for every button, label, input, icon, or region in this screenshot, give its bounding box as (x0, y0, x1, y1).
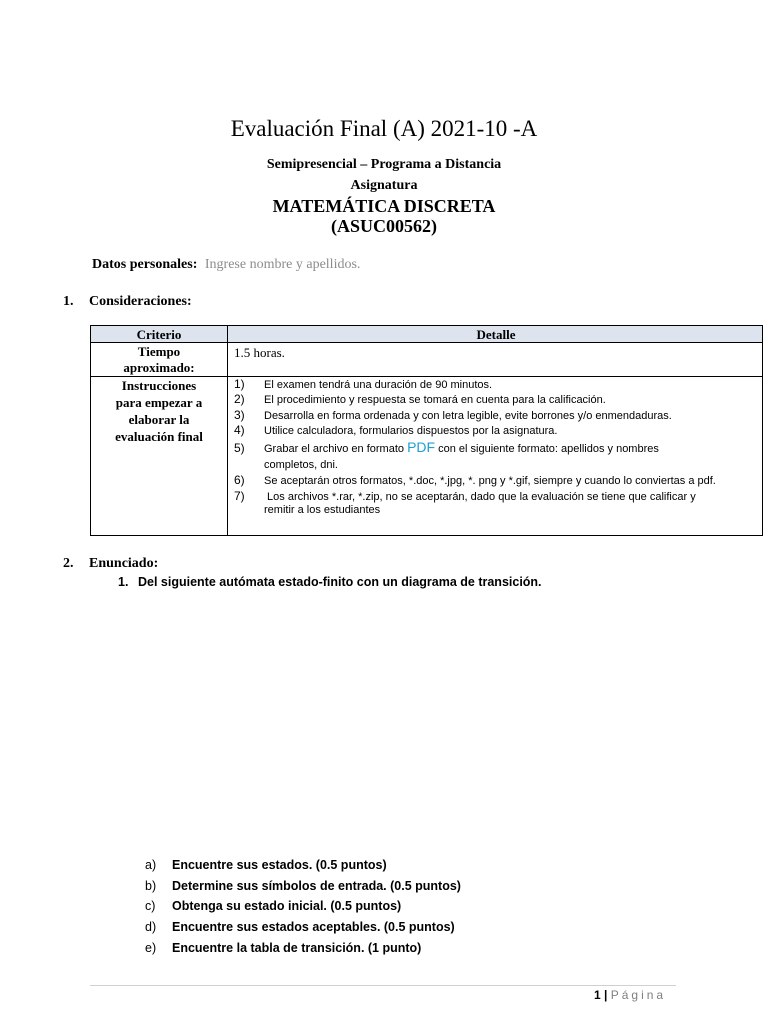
instruction-item (234, 377, 754, 392)
section-number: 1. (63, 294, 74, 309)
section-number: 2. (63, 556, 74, 571)
page-footer (594, 988, 666, 1002)
question-item (145, 858, 387, 872)
column-divider (227, 326, 228, 535)
section-title: Enunciado: (89, 556, 159, 571)
question-text: Encuentre sus estados aceptables. (0.5 puntos) (172, 920, 455, 934)
problem-text: Del siguiente autómata estado-finito con un diagrama de transición. (138, 575, 542, 589)
name-field[interactable]: Ingrese nombre y apellidos. (204, 257, 361, 272)
footer-divider (90, 985, 676, 986)
instruction-item (234, 392, 754, 407)
criterion-instructions-line3: elaborar la (128, 412, 190, 427)
criterion-time-line1: Tiempo (137, 344, 181, 359)
subject-label: Asignatura (350, 178, 418, 193)
question-text: Determine sus símbolos de entrada. (0.5 puntos) (172, 879, 461, 893)
course-code: (ASUC00562) (331, 216, 437, 236)
instruction-number: 2) (234, 392, 245, 406)
problem-number: 1. (118, 575, 129, 589)
page-title: Evaluación Final (A) 2021-10 -A (230, 116, 538, 141)
header-detalle: Detalle (476, 327, 516, 342)
question-letter: d) (145, 920, 157, 934)
instruction-number: 3) (234, 408, 245, 422)
instruction-number: 7) (234, 489, 245, 503)
instruction-number: 6) (234, 473, 245, 487)
question-item (145, 941, 421, 955)
criterion-instructions-line1: Instrucciones (121, 378, 197, 393)
considerations-table (90, 325, 763, 536)
course-name: MATEMÁTICA DISCRETA (272, 196, 496, 216)
page-word: Página (610, 988, 667, 1002)
instruction-text: El procedimiento y respuesta se tomará en cuenta para la calificación. (264, 394, 606, 406)
personal-data-row (92, 257, 360, 273)
question-text: Encuentre la tabla de transición. (1 punto) (172, 941, 422, 955)
question-text: Encuentre sus estados. (0.5 puntos) (172, 858, 387, 872)
question-letter: c) (145, 899, 156, 913)
section-title: Consideraciones: (89, 294, 192, 309)
header-criterio: Criterio (136, 327, 182, 342)
instruction-number: 1) (234, 377, 245, 391)
pdf-highlight: PDF (407, 439, 436, 455)
instruction-text: Grabar el archivo en formato (264, 443, 405, 455)
instruction-continuation: completos, dni. (264, 459, 338, 471)
subtitle: Semipresencial – Programa a Distancia (266, 157, 502, 172)
question-item (145, 920, 455, 934)
question-item (145, 899, 401, 913)
section-considerations (63, 294, 192, 310)
instruction-continuation: remitir a los estudiantes (264, 504, 381, 516)
question-letter: e) (145, 941, 157, 955)
instruction-text: Desarrolla en forma ordenada y con letra legible, evite borrones y/o enmendaduras. (264, 410, 672, 422)
instruction-text: Se aceptarán otros formatos, *.doc, *.jpg, *. png y *.gif, siempre y cuando lo conviertas a pdf. (264, 475, 716, 487)
instruction-text: con el siguiente formato: apellidos y nombres (438, 443, 659, 455)
instruction-number: 4) (234, 423, 245, 437)
question-letter: b) (145, 879, 157, 893)
criterion-instructions-line4: evaluación final (115, 429, 203, 444)
footer-separator: | (604, 988, 608, 1002)
instruction-item (234, 473, 754, 488)
instruction-text: Utilice calculadora, formularios dispuestos por la asignatura. (264, 425, 558, 437)
page-number: 1 (594, 988, 601, 1002)
section-statement (63, 556, 158, 572)
question-item (145, 879, 461, 893)
criterion-time-line2: aproximado: (123, 360, 195, 375)
instruction-item (234, 440, 754, 456)
criterion-instructions-line2: para empezar a (115, 395, 203, 410)
instruction-number: 5) (234, 441, 245, 455)
question-letter: a) (145, 858, 157, 872)
instruction-text: El examen tendrá una duración de 90 minutos. (264, 379, 493, 391)
detail-time: 1.5 horas. (234, 345, 285, 360)
instruction-item (234, 408, 754, 423)
instruction-text: Los archivos *.rar, *.zip, no se aceptarán, dado que la evaluación se tiene que calificar y (264, 491, 696, 503)
criterion-time (91, 344, 227, 376)
instruction-item (234, 423, 754, 438)
personal-data-label: Datos personales: (92, 257, 198, 272)
instruction-item (234, 489, 754, 504)
problem-statement (118, 575, 542, 589)
criterion-instructions (91, 377, 227, 445)
question-text: Obtenga su estado inicial. (0.5 puntos) (172, 899, 402, 913)
